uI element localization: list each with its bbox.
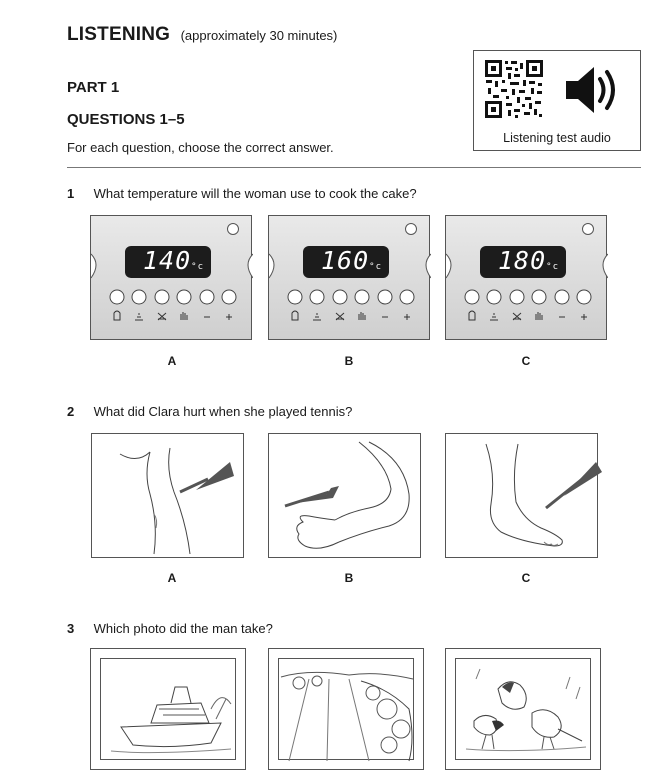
question-text: What did Clara hurt when she played tennis? [93,404,353,419]
audio-caption: Listening test audio [503,131,611,145]
foot-illustration [446,434,606,559]
oven-panel-graphic [446,216,608,341]
section-title: LISTENING [67,24,171,45]
part-title: PART 1 [67,79,120,96]
question-text: Which photo did the man take? [93,621,273,636]
speaker-icon[interactable] [564,63,622,117]
option-label-c[interactable]: C [521,571,531,585]
question-text: What temperature will the woman use to cook the cake? [93,186,417,201]
question-1 [67,186,417,201]
leg-illustration [92,434,245,559]
instruction-text: For each question, choose the correct answer. [67,140,334,155]
oven-panel-graphic [269,216,431,341]
oven-panel-b[interactable] [268,215,430,340]
question-number: 1 [67,186,75,201]
boat-illustration [91,649,247,771]
audio-box[interactable] [473,50,641,151]
arm-illustration [269,434,429,559]
option-label-b[interactable]: B [344,354,354,368]
photo-birds[interactable] [445,648,601,770]
birds-illustration [446,649,602,771]
temperature-display: 180°c [498,246,559,275]
question-number: 3 [67,621,75,636]
oven-panel-graphic [91,216,253,341]
question-2 [67,404,352,419]
temperature-display: 140°c [143,246,204,275]
picture-leg[interactable] [91,433,244,558]
oven-panel-c[interactable] [445,215,607,340]
oven-panel-a[interactable] [90,215,252,340]
qr-code-icon[interactable] [484,59,544,119]
section-duration: (approximately 30 minutes) [180,28,338,43]
question-number: 2 [67,404,75,419]
question-3 [67,621,273,636]
divider [67,167,641,168]
photo-boat[interactable] [90,648,246,770]
picture-arm[interactable] [268,433,421,558]
section-heading [67,24,337,46]
picture-foot[interactable] [445,433,598,558]
questions-range: QUESTIONS 1–5 [67,111,185,128]
photo-garden[interactable] [268,648,424,770]
option-label-a[interactable]: A [167,354,177,368]
option-label-b[interactable]: B [344,571,354,585]
option-label-a[interactable]: A [167,571,177,585]
option-label-c[interactable]: C [521,354,531,368]
garden-illustration [269,649,425,771]
temperature-display: 160°c [321,246,382,275]
